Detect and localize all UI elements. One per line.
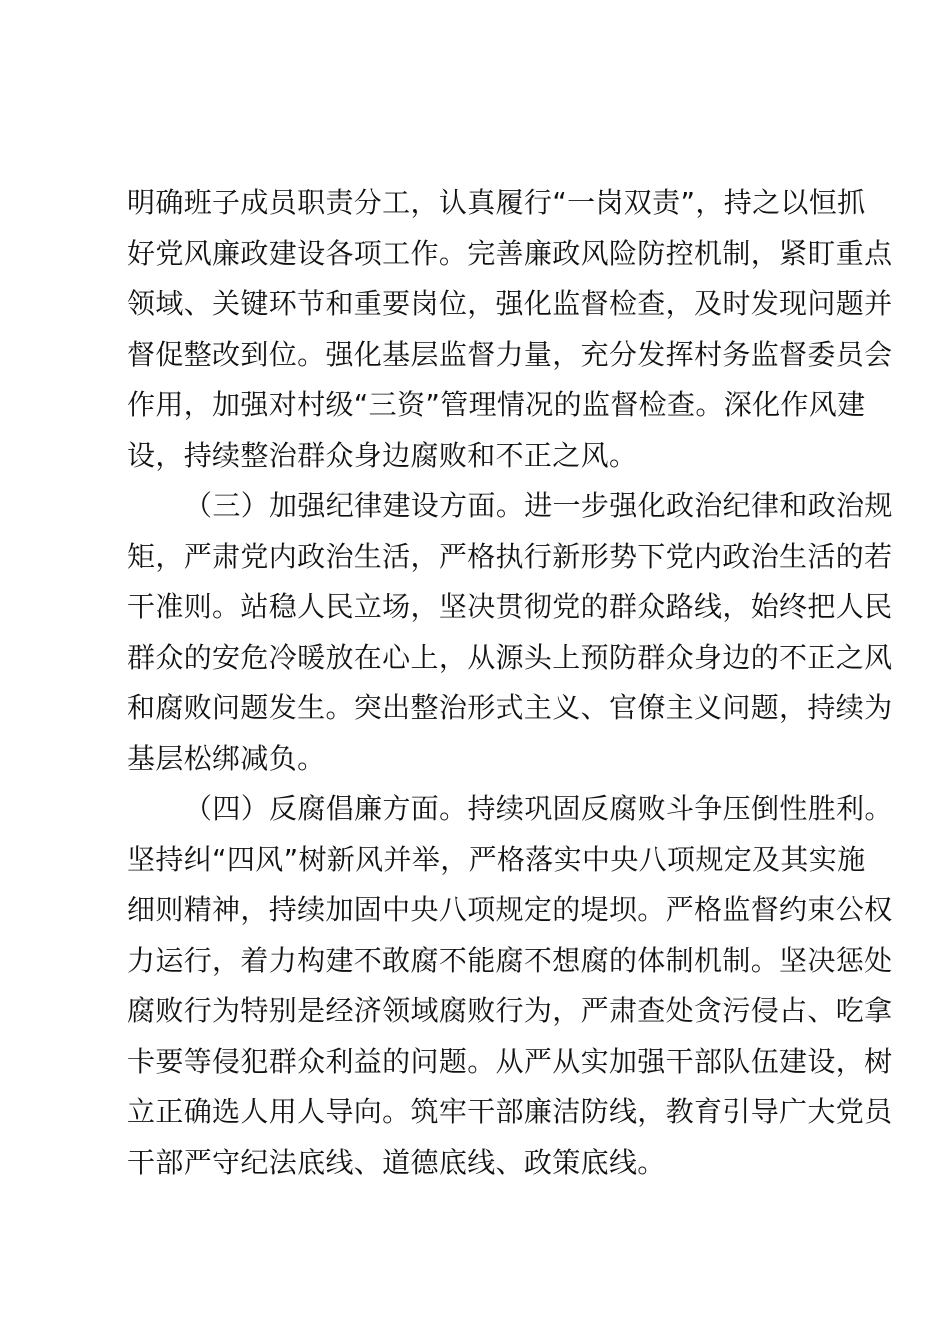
body-line: 力运行，着力构建不敢腐不能腐不想腐的体制机制。坚决惩处: [127, 943, 893, 977]
body-line: 群众的安危冷暖放在心上，从源头上预防群众身边的不正之风: [127, 640, 893, 674]
body-line: 坚持纠“四风”树新风并举，严格落实中央八项规定及其实施: [127, 842, 866, 876]
body-line: 卡要等侵犯群众利益的问题。从严从实加强干部队伍建设，树: [127, 1044, 893, 1078]
body-line: 作用，加强对村级“三资”管理情况的监督检查。深化作风建: [127, 388, 866, 421]
body-line: 矩，严肃党内政治生活，严格执行新形势下党内政治生活的若: [127, 539, 893, 573]
body-line: 干准则。站稳人民立场，坚决贯彻党的群众路线，始终把人民: [127, 590, 893, 623]
document-body: [127, 178, 893, 1188]
body-line: 基层松绑减负。: [127, 741, 326, 775]
body-line: 和腐败问题发生。突出整治形式主义、官僚主义问题，持续为: [127, 691, 893, 724]
body-line: 领域、关键环节和重要岗位，强化监督检查，及时发现问题并: [127, 287, 893, 320]
body-line: 腐败行为特别是经济领域腐败行为，严肃查处贪污侵占、吃拿: [127, 994, 893, 1027]
body-line: 好党风廉政建设各项工作。完善廉政风险防控机制，紧盯重点: [127, 236, 893, 270]
section-heading-line: （四）反腐倡廉方面。持续巩固反腐败斗争压倒性胜利。: [184, 792, 893, 825]
body-line: 立正确选人用人导向。筑牢干部廉洁防线，教育引导广大党员: [127, 1095, 893, 1128]
body-line: 明确班子成员职责分工，认真履行“一岗双责”，持之以恒抓: [127, 186, 866, 219]
section-heading-line: （三）加强纪律建设方面。进一步强化政治纪律和政治规: [184, 489, 893, 522]
body-line: 督促整改到位。强化基层监督力量，充分发挥村务监督委员会: [127, 337, 893, 371]
body-line: 设，持续整治群众身边腐败和不正之风。: [127, 438, 638, 472]
body-line: 干部严守纪法底线、道德底线、政策底线。: [127, 1145, 666, 1179]
body-line: 细则精神，持续加固中央八项规定的堤坝。严格监督约束公权: [127, 893, 893, 926]
